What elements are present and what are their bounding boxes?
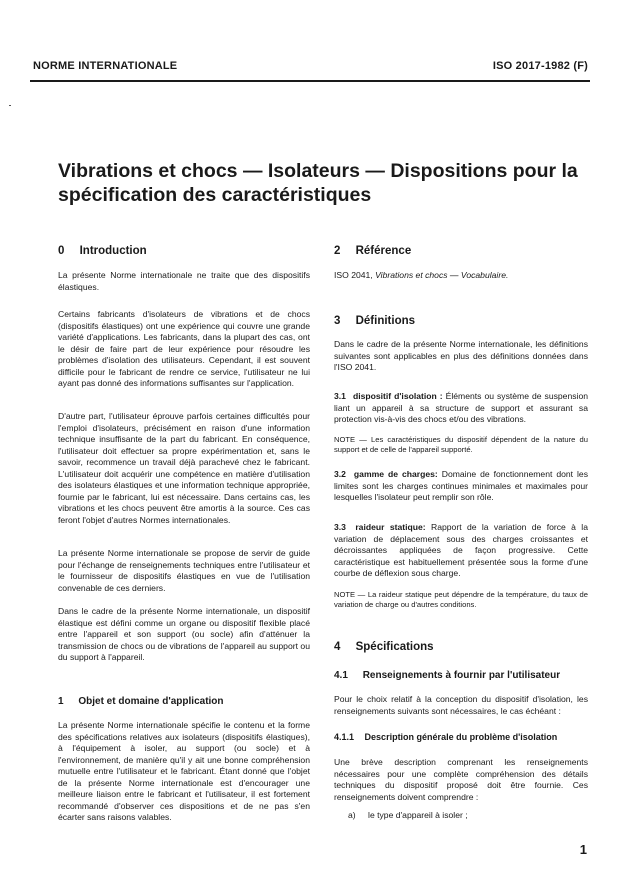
- definition-number: 3.2: [334, 469, 346, 479]
- paragraph: Une brève description comprenant les renseignements nécessaires pour une complète compréhension des détails techniques du dispositif proposé doit être fournie. Ces renseignements doivent comprendre :: [334, 757, 588, 802]
- section-number: 4: [334, 641, 341, 653]
- section-number: 1: [58, 696, 64, 707]
- section-title: Référence: [355, 245, 412, 257]
- section-3-heading: [334, 316, 415, 328]
- definition-term: dispositif d'isolation :: [352, 391, 443, 401]
- reference-entry: [334, 270, 588, 282]
- subsection-number: 4.1.1: [334, 732, 355, 742]
- definition-number: 3.3: [334, 522, 346, 532]
- definition-number: 3.1: [334, 391, 346, 401]
- list-item-text: le type d'appareil à isoler ;: [368, 810, 468, 820]
- header-rule: [30, 80, 590, 82]
- reference-code: ISO 2041,: [334, 270, 373, 280]
- margin-mark: [9, 105, 11, 106]
- page-number: 1: [579, 842, 587, 857]
- paragraph: Certains fabricants d'isolateurs de vibrations et de chocs (dispositifs élastiques) ont une expérience qui couvre une grande variété d'applications. Les fabricants, dans la plupart des cas, ont le désir de faire part de leur expérience pour résoudre les problèmes d'isolation des utilisateurs. Cependant, il est souvent difficile pour le fabricant de rendre ce service, l'utilisateur ne lui ayant pas donné des informations suffisantes sur l'application.: [58, 309, 310, 388]
- paragraph: La présente Norme internationale se propose de servir de guide pour l'échange de renseignements techniques entre l'utilisateur et le fournisseur de dispositifs élastiques en vue de l'utilisation convenable de ces derniers.: [58, 548, 310, 593]
- paragraph: Dans le cadre de la présente Norme internationale, un dispositif élastique est défini comme un organe ou dispositif flexible placé entre l'appareil et son support (ou socle) afin d'atténuer la transmission de chocs ou de vibrations de l'appareil au support ou du support à l'appareil.: [58, 606, 310, 662]
- subsection-4-1-1-heading: [334, 732, 557, 744]
- page-header-right: ISO 2017-1982 (F): [492, 60, 588, 72]
- definition-note: NOTE — La raideur statique peut dépendre de la température, du taux de variation de charge ou d'autres conditions.: [334, 590, 588, 609]
- section-4-heading: [334, 642, 434, 654]
- definition-text: Rapport de la variation de force à la variation de déplacement sous des charges croissantes et décroissantes appliquées de façon progressive. Cette caractéristique est habituellement présentée sous la forme d'une courbe de déflexion sous charge.: [334, 522, 589, 578]
- section-title: Objet et domaine d'application: [78, 696, 224, 707]
- section-number: 3: [334, 315, 341, 327]
- definition-note: NOTE — Les caractéristiques du dispositif dépendent de la nature du support et de celle de l'appareil supporté.: [334, 435, 588, 454]
- reference-title: Vibrations et chocs — Vocabulaire.: [375, 270, 509, 280]
- definition-3-1: [334, 391, 588, 426]
- section-number: 0: [58, 245, 65, 257]
- definition-term: gamme de charges:: [353, 469, 438, 479]
- definition-text: Éléments ou système de suspension liant un appareil à sa structure de support et assurant sa protection vis-à-vis des chocs et/ou des vibrations.: [334, 391, 589, 424]
- definition-text: Domaine de fonctionnement dont les limites sont les charges continues minimales et maximales pour lesquelles l'isolateur peut remplir son rôle.: [334, 469, 589, 502]
- paragraph: Pour le choix relatif à la conception du dispositif d'isolation, les renseignements suivants sont nécessaires, le cas échéant :: [334, 694, 588, 716]
- definition-3-3: [334, 522, 588, 580]
- paragraph: D'autre part, l'utilisateur éprouve parfois certaines difficultés pour l'emploi d'isolateurs, précisément en raison d'une information technique insuffisante de la part du fabricant. En conséquence, l'utilisateur doit effectuer sa propre expérimentation et, sans le savoir, recommence un travail déjà parachevé chez le fabricant. L'utilisateur doit acquérir une compétence en matière d'utilisation des isolateurs élastiques et une information technique appropriée, fournie par le fabricant, lui est nécessaire. Dans certains cas, les vibrations et les chocs peuvent être amortis à la source. Ces cas feront l'objet d'autres Normes internationales.: [58, 411, 310, 525]
- subsection-title: Description générale du problème d'isolation: [364, 732, 558, 742]
- subsection-4-1-heading: [334, 670, 560, 682]
- section-number: 2: [334, 245, 341, 257]
- definition-3-2: [334, 469, 588, 504]
- subsection-number: 4.1: [334, 670, 348, 681]
- definition-term: raideur statique:: [355, 522, 426, 532]
- list-item: [348, 810, 588, 822]
- paragraph: La présente Norme internationale ne traite que des dispositifs élastiques.: [58, 270, 310, 292]
- document-title: Vibrations et chocs — Isolateurs — Dispositions pour la spécification des caractéristiques: [58, 160, 578, 206]
- paragraph: Dans le cadre de la présente Norme internationale, les définitions suivantes sont applicables en plus des définitions données dans l'ISO 2041.: [334, 339, 588, 372]
- page-header-left: NORME INTERNATIONALE: [33, 60, 178, 72]
- list-item-label: a): [348, 810, 356, 820]
- section-1-heading: [58, 696, 224, 708]
- section-2-heading: [334, 246, 411, 258]
- section-title: Définitions: [355, 315, 416, 327]
- section-title: Introduction: [79, 245, 147, 257]
- section-0-heading: [58, 246, 147, 258]
- subsection-title: Renseignements à fournir par l'utilisateur: [362, 670, 561, 681]
- section-title: Spécifications: [355, 641, 434, 653]
- paragraph: La présente Norme internationale spécifie le contenu et la forme des spécifications relatives aux isolateurs (dispositifs élastiques), à l'équipement à isoler, au support (ou socle) et à l'environnement, de manière qu'il y ait une bonne compréhension mutuelle entre l'utilisateur et le fabricant. Étant donné que l'objet de la présente Norme internationale est d'encourager une meilleure liaison entre le fabricant et l'utilisateur, il est fortement recommandé d'observer ces dispositions et de ne pas s'en écarter sans raisons valables.: [58, 720, 310, 822]
